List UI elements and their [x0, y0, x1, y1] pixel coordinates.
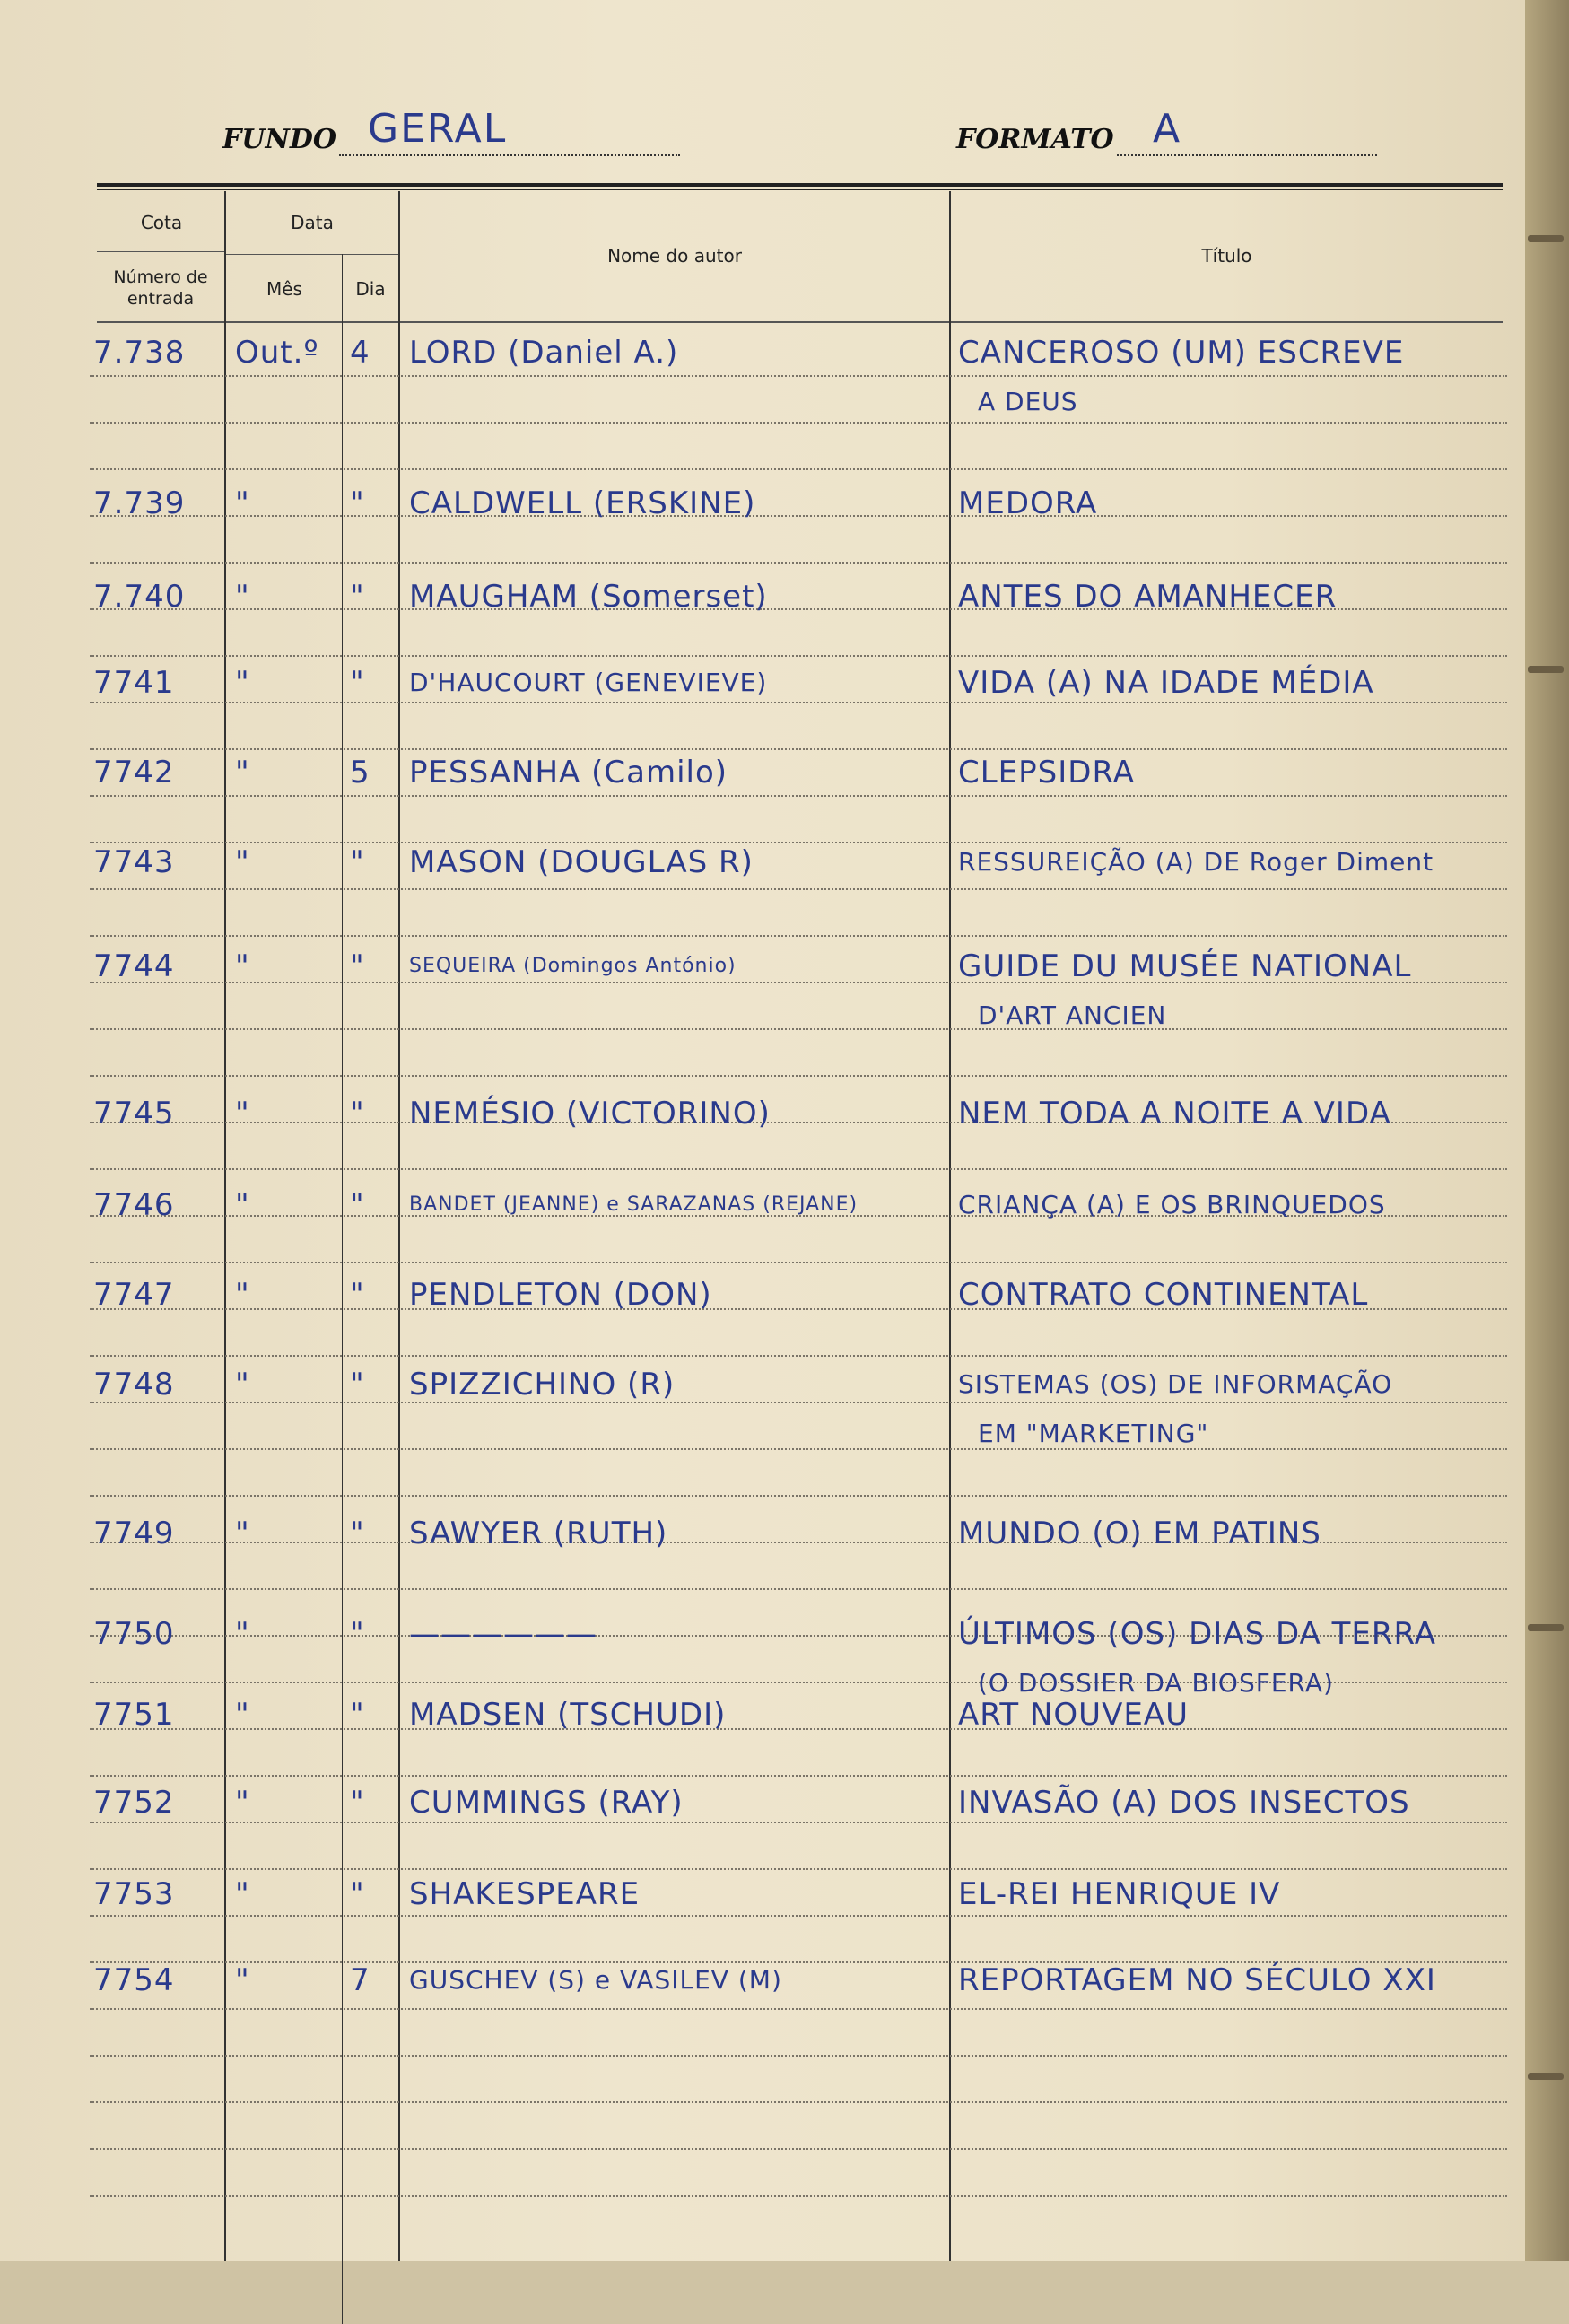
table-row: [0, 330, 1525, 416]
col-head-cota: Cota: [140, 212, 183, 233]
table-row: [0, 574, 1525, 619]
entry-author: GUSCHEV (S) e VASILEV (M): [409, 1965, 782, 1995]
entry-day: ": [350, 665, 365, 701]
header-bottom-rule: [97, 321, 1503, 323]
entry-month: ": [235, 1096, 250, 1131]
entry-month: ": [235, 755, 250, 791]
entry-author: LORD (Daniel A.): [409, 335, 679, 371]
entry-day: 4: [350, 335, 370, 371]
table-row: [0, 1362, 1525, 1448]
entry-title: REPORTAGEM NO SÉCULO XXI: [958, 1962, 1436, 1998]
entry-title: CONTRATO CONTINENTAL: [958, 1277, 1369, 1313]
entry-month: ": [235, 1367, 250, 1402]
fundo-underline: [339, 154, 680, 156]
entry-title: VIDA (A) NA IDADE MÉDIA: [958, 665, 1374, 701]
binding-staple: [1528, 666, 1564, 673]
ruled-line: [90, 795, 1507, 797]
entry-number: 7747: [93, 1277, 175, 1313]
entry-month: ": [235, 1962, 250, 1998]
col-head-mes: Mês: [266, 278, 302, 300]
entry-day: 7: [350, 1962, 370, 1998]
ruled-line: [90, 1868, 1507, 1870]
entry-title: MEDORA: [958, 485, 1098, 521]
entry-month: ": [235, 1277, 250, 1313]
entry-author: MAUGHAM (Somerset): [409, 579, 768, 615]
table-row: [0, 1780, 1525, 1825]
entry-number: 7.738: [93, 335, 186, 371]
ruled-line: [90, 655, 1507, 657]
ruled-line: [90, 1028, 1507, 1030]
entry-title: ÚLTIMOS (OS) DIAS DA TERRA: [958, 1616, 1436, 1652]
table-row: [0, 944, 1525, 1030]
entry-day: 5: [350, 755, 370, 791]
col-head-dia: Dia: [355, 278, 386, 300]
entry-number: 7741: [93, 665, 175, 701]
entry-day: ": [350, 1367, 365, 1402]
table-row: [0, 481, 1525, 526]
entry-author: SPIZZICHINO (R): [409, 1367, 676, 1402]
entry-author: PENDLETON (DON): [409, 1277, 712, 1313]
entry-author: MADSEN (TSCHUDI): [409, 1697, 727, 1733]
ruled-line: [90, 2195, 1507, 2197]
table-row: [0, 1612, 1525, 1698]
entry-number: 7745: [93, 1096, 175, 1131]
entry-author: PESSANHA (Camilo): [409, 755, 728, 791]
fundo-value: GERAL: [368, 106, 508, 152]
entry-title: CRIANÇA (A) E OS BRINQUEDOS: [958, 1190, 1386, 1219]
fundo-label: FUNDO: [222, 124, 337, 155]
ruled-line: [90, 1448, 1507, 1450]
ruled-line: [90, 1495, 1507, 1497]
binding-edge: [1525, 0, 1569, 2261]
entry-month: ": [235, 485, 250, 521]
ruled-line: [90, 562, 1507, 564]
entry-title: INVASÃO (A) DOS INSECTOS: [958, 1785, 1410, 1821]
table-row: [0, 1511, 1525, 1556]
entry-month: ": [235, 844, 250, 880]
table-row: [0, 750, 1525, 795]
entry-author: SAWYER (RUTH): [409, 1516, 668, 1551]
entry-title-continuation: D'ART ANCIEN: [978, 1000, 1167, 1030]
table-row: [0, 660, 1525, 705]
formato-underline: [1117, 154, 1377, 156]
binding-staple: [1528, 2073, 1564, 2080]
entry-day: ": [350, 1697, 365, 1733]
ruled-line: [90, 1588, 1507, 1590]
ruled-line: [90, 1355, 1507, 1357]
top-rule: [97, 183, 1503, 187]
ruled-line: [90, 1775, 1507, 1777]
ruled-line: [90, 375, 1507, 377]
entry-title: CANCEROSO (UM) ESCREVE: [958, 335, 1405, 371]
entry-day: ": [350, 579, 365, 615]
binding-staple: [1528, 1624, 1564, 1631]
entry-number: 7751: [93, 1697, 175, 1733]
data-sub-rule: [226, 254, 398, 255]
ruled-line: [90, 2101, 1507, 2103]
entry-number: 7742: [93, 755, 175, 791]
entry-month: ": [235, 948, 250, 984]
ruled-line: [90, 2055, 1507, 2057]
entry-author: BANDET (JEANNE) e SARAZANAS (REJANE): [409, 1193, 859, 1216]
entry-title: EL-REI HENRIQUE IV: [958, 1876, 1281, 1912]
entry-title: GUIDE DU MUSÉE NATIONAL: [958, 948, 1412, 984]
entry-month: Out.º: [235, 335, 319, 371]
entry-number: 7744: [93, 948, 175, 984]
entry-number: 7.740: [93, 579, 186, 615]
table-row: [0, 840, 1525, 885]
ruled-line: [90, 1075, 1507, 1077]
entry-title-continuation: EM "MARKETING": [978, 1419, 1209, 1448]
ruled-line: [90, 1262, 1507, 1263]
entry-day: ": [350, 1876, 365, 1912]
ruled-line: [90, 935, 1507, 937]
entry-title: MUNDO (O) EM PATINS: [958, 1516, 1321, 1551]
formato-label: FORMATO: [956, 124, 1114, 155]
entry-day: ": [350, 1277, 365, 1313]
entry-title: ANTES DO AMANHECER: [958, 579, 1338, 615]
col-head-numero: Número de entrada: [113, 267, 208, 309]
entry-month: ": [235, 1785, 250, 1821]
col-head-data: Data: [291, 212, 334, 233]
entry-author: CUMMINGS (RAY): [409, 1785, 684, 1821]
ruled-line: [90, 422, 1507, 424]
entry-day: ": [350, 1096, 365, 1131]
entry-title: SISTEMAS (OS) DE INFORMAÇÃO: [958, 1369, 1393, 1399]
entry-day: ": [350, 1616, 365, 1652]
entry-author: ——————: [409, 1616, 597, 1652]
table-row: [0, 1183, 1525, 1228]
table-row: [0, 1872, 1525, 1917]
entry-number: 7750: [93, 1616, 175, 1652]
table-row: [0, 1091, 1525, 1136]
entry-month: ": [235, 579, 250, 615]
table-row: [0, 1958, 1525, 2003]
entry-author: D'HAUCOURT (GENEVIEVE): [409, 668, 768, 697]
entry-title: NEM TODA A NOITE A VIDA: [958, 1096, 1391, 1131]
entry-month: ": [235, 1876, 250, 1912]
entry-author: MASON (DOUGLAS R): [409, 844, 754, 880]
entry-month: ": [235, 1187, 250, 1223]
ruled-line: [90, 2008, 1507, 2010]
entry-title: CLEPSIDRA: [958, 755, 1135, 791]
entry-day: ": [350, 948, 365, 984]
ruled-line: [90, 468, 1507, 470]
ruled-line: [90, 888, 1507, 890]
table-row: [0, 1272, 1525, 1317]
col-head-autor: Nome do autor: [607, 245, 742, 266]
entry-month: ": [235, 1616, 250, 1652]
entry-title-continuation: A DEUS: [978, 387, 1078, 416]
entry-author: CALDWELL (ERSKINE): [409, 485, 756, 521]
entry-day: ": [350, 1785, 365, 1821]
col-head-titulo: Título: [1201, 245, 1252, 266]
entry-number: 7743: [93, 844, 175, 880]
ruled-line: [90, 1168, 1507, 1170]
entry-author: SHAKESPEARE: [409, 1876, 641, 1912]
entry-author: NEMÉSIO (VICTORINO): [409, 1096, 771, 1131]
entry-month: ": [235, 1516, 250, 1551]
entry-day: ": [350, 1187, 365, 1223]
entry-author: SEQUEIRA (Domingos António): [409, 955, 737, 977]
entry-number: 7.739: [93, 485, 186, 521]
entry-number: 7749: [93, 1516, 175, 1551]
formato-value: A: [1153, 106, 1182, 152]
ruled-line: [90, 2148, 1507, 2150]
entry-day: ": [350, 1516, 365, 1551]
entry-title-continuation: (O DOSSIER DA BIOSFERA): [978, 1668, 1334, 1698]
cota-sub-rule: [97, 251, 224, 252]
top-rule-thin: [97, 189, 1503, 190]
entry-day: ": [350, 485, 365, 521]
entry-number: 7746: [93, 1187, 175, 1223]
entry-month: ": [235, 665, 250, 701]
entry-month: ": [235, 1697, 250, 1733]
entry-number: 7754: [93, 1962, 175, 1998]
binding-staple: [1528, 235, 1564, 242]
entry-day: ": [350, 844, 365, 880]
table-row: [0, 1692, 1525, 1737]
entry-number: 7752: [93, 1785, 175, 1821]
entry-title: ART NOUVEAU: [958, 1697, 1189, 1733]
entry-title: RESSUREIÇÃO (A) DE Roger Diment: [958, 847, 1434, 877]
entry-number: 7748: [93, 1367, 175, 1402]
entry-number: 7753: [93, 1876, 175, 1912]
